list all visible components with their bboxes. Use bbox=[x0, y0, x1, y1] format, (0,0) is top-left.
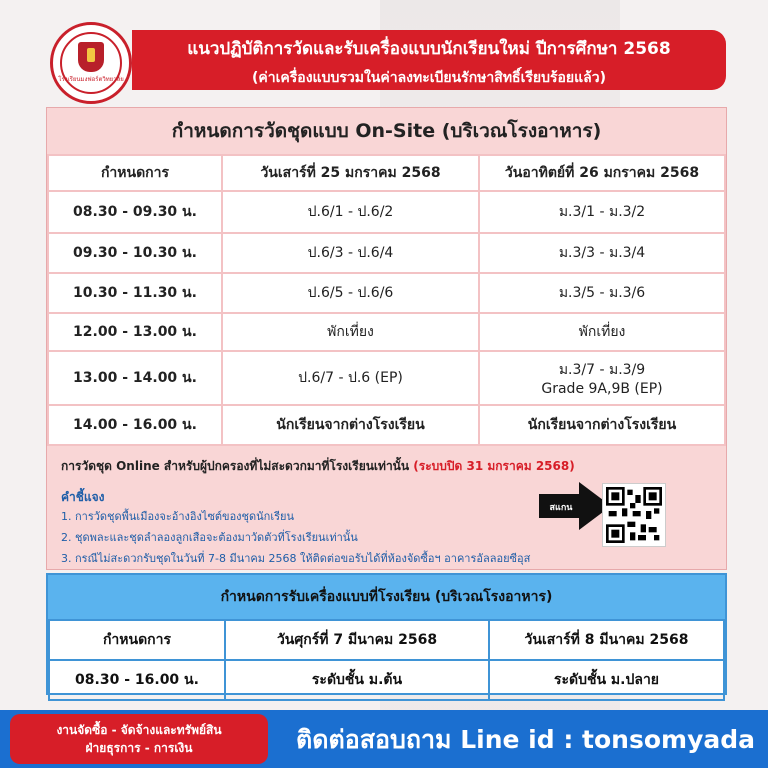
header-banner bbox=[132, 30, 726, 90]
table-row bbox=[48, 273, 725, 313]
page-subtitle: (ค่าเครื่องแบบรวมในค่าลงทะเบียนรักษาสิทธิ์เรียบร้อยแล้ว) bbox=[252, 70, 606, 86]
sun-cell: ม.3/1 - ม.3/2 bbox=[479, 191, 725, 233]
qr-code-icon[interactable] bbox=[603, 484, 665, 546]
note-item: 3. กรณีไม่สะดวกรับชุดในวันที่ 7-8 มีนาคม 2568 ให้ติดต่อขอรับได้ที่ห้องจัดซื้อฯ อาคารอัลลอยซีอุส bbox=[61, 552, 531, 565]
table-header-row bbox=[48, 155, 725, 191]
pickup-panel bbox=[46, 573, 727, 695]
header-cell: วันศุกร์ที่ 7 มีนาคม 2568 bbox=[225, 620, 489, 660]
sat-cell: ระดับชั้น ม.ปลาย bbox=[489, 660, 724, 700]
onsite-table bbox=[47, 154, 726, 446]
note-item: 1. การวัดชุดพื้นเมืองจะอ้างอิงไซต์ของชุดนักเรียน bbox=[61, 510, 294, 523]
notes-heading: คำชี้แจง bbox=[61, 490, 105, 504]
scan-label: สแกน bbox=[549, 503, 573, 513]
sun-cell: พักเที่ยง bbox=[479, 313, 725, 351]
sat-cell: ป.6/7 - ป.6 (EP) bbox=[222, 351, 479, 405]
contact-line[interactable]: ติดต่อสอบถาม Line id : tonsomyada bbox=[296, 725, 756, 754]
online-note bbox=[61, 457, 575, 476]
sun-cell bbox=[479, 351, 725, 405]
sat-cell: ป.6/1 - ป.6/2 bbox=[222, 191, 479, 233]
department-line2: ฝ่ายธุรการ - การเงิน bbox=[85, 741, 193, 755]
table-row bbox=[48, 191, 725, 233]
header-cell: กำหนดการ bbox=[48, 155, 222, 191]
time-cell: 08.30 - 16.00 น. bbox=[49, 660, 225, 700]
fri-cell: ระดับชั้น ม.ต้น bbox=[225, 660, 489, 700]
sun-cell: ม.3/3 - ม.3/4 bbox=[479, 233, 725, 273]
online-close-text: (ระบบปิด 31 มกราคม 2568) bbox=[413, 459, 575, 473]
sat-cell: ป.6/3 - ป.6/4 bbox=[222, 233, 479, 273]
school-logo bbox=[50, 22, 132, 104]
sat-cell: นักเรียนจากต่างโรงเรียน bbox=[222, 405, 479, 445]
table-row bbox=[48, 405, 725, 445]
time-cell: 08.30 - 09.30 น. bbox=[48, 191, 222, 233]
sat-cell: พักเที่ยง bbox=[222, 313, 479, 351]
sun-cell-line1: ม.3/7 - ม.3/9 bbox=[558, 362, 646, 378]
table-row bbox=[48, 233, 725, 273]
table-header-row bbox=[49, 620, 724, 660]
logo-text: โรงเรียนมงฟอร์ตวิทยาลัย bbox=[58, 76, 124, 83]
onsite-panel bbox=[46, 107, 727, 570]
arrow-right-icon bbox=[539, 482, 611, 530]
sat-cell: ป.6/5 - ป.6/6 bbox=[222, 273, 479, 313]
table-row bbox=[49, 660, 724, 700]
notes-list bbox=[61, 506, 530, 569]
time-cell: 10.30 - 11.30 น. bbox=[48, 273, 222, 313]
time-cell: 14.00 - 16.00 น. bbox=[48, 405, 222, 445]
department-badge bbox=[10, 714, 268, 764]
table-row bbox=[48, 351, 725, 405]
sun-cell: นักเรียนจากต่างโรงเรียน bbox=[479, 405, 725, 445]
note-item: 2. ชุดพละและชุดลำลองลูกเสือจะต้องมาวัดตัวที่โรงเรียนเท่านั้น bbox=[61, 531, 358, 544]
time-cell: 13.00 - 14.00 น. bbox=[48, 351, 222, 405]
header-cell: กำหนดการ bbox=[49, 620, 225, 660]
pickup-table bbox=[48, 619, 725, 701]
sun-cell-line2: Grade 9A,9B (EP) bbox=[541, 381, 663, 397]
onsite-title: กำหนดการวัดชุดแบบ On-Site (บริเวณโรงอาหาร) bbox=[171, 120, 602, 142]
sun-cell: ม.3/5 - ม.3/6 bbox=[479, 273, 725, 313]
online-note-text: การวัดชุด Online สำหรับผู้ปกครองที่ไม่สะดวกมาที่โรงเรียนเท่านั้น bbox=[61, 459, 410, 473]
time-cell: 09.30 - 10.30 น. bbox=[48, 233, 222, 273]
header-cell: วันอาทิตย์ที่ 26 มกราคม 2568 bbox=[479, 155, 725, 191]
time-cell: 12.00 - 13.00 น. bbox=[48, 313, 222, 351]
pickup-title: กำหนดการรับเครื่องแบบที่โรงเรียน (บริเวณโรงอาหาร) bbox=[48, 575, 725, 619]
department-line1: งานจัดซื้อ - จัดจ้างและทรัพย์สิน bbox=[56, 723, 222, 737]
crest-icon bbox=[78, 42, 104, 72]
header-cell: วันเสาร์ที่ 25 มกราคม 2568 bbox=[222, 155, 479, 191]
page-title: แนวปฏิบัติการวัดและรับเครื่องแบบนักเรียนใหม่ ปีการศึกษา 2568 bbox=[187, 39, 671, 59]
table-row bbox=[48, 313, 725, 351]
header-cell: วันเสาร์ที่ 8 มีนาคม 2568 bbox=[489, 620, 724, 660]
